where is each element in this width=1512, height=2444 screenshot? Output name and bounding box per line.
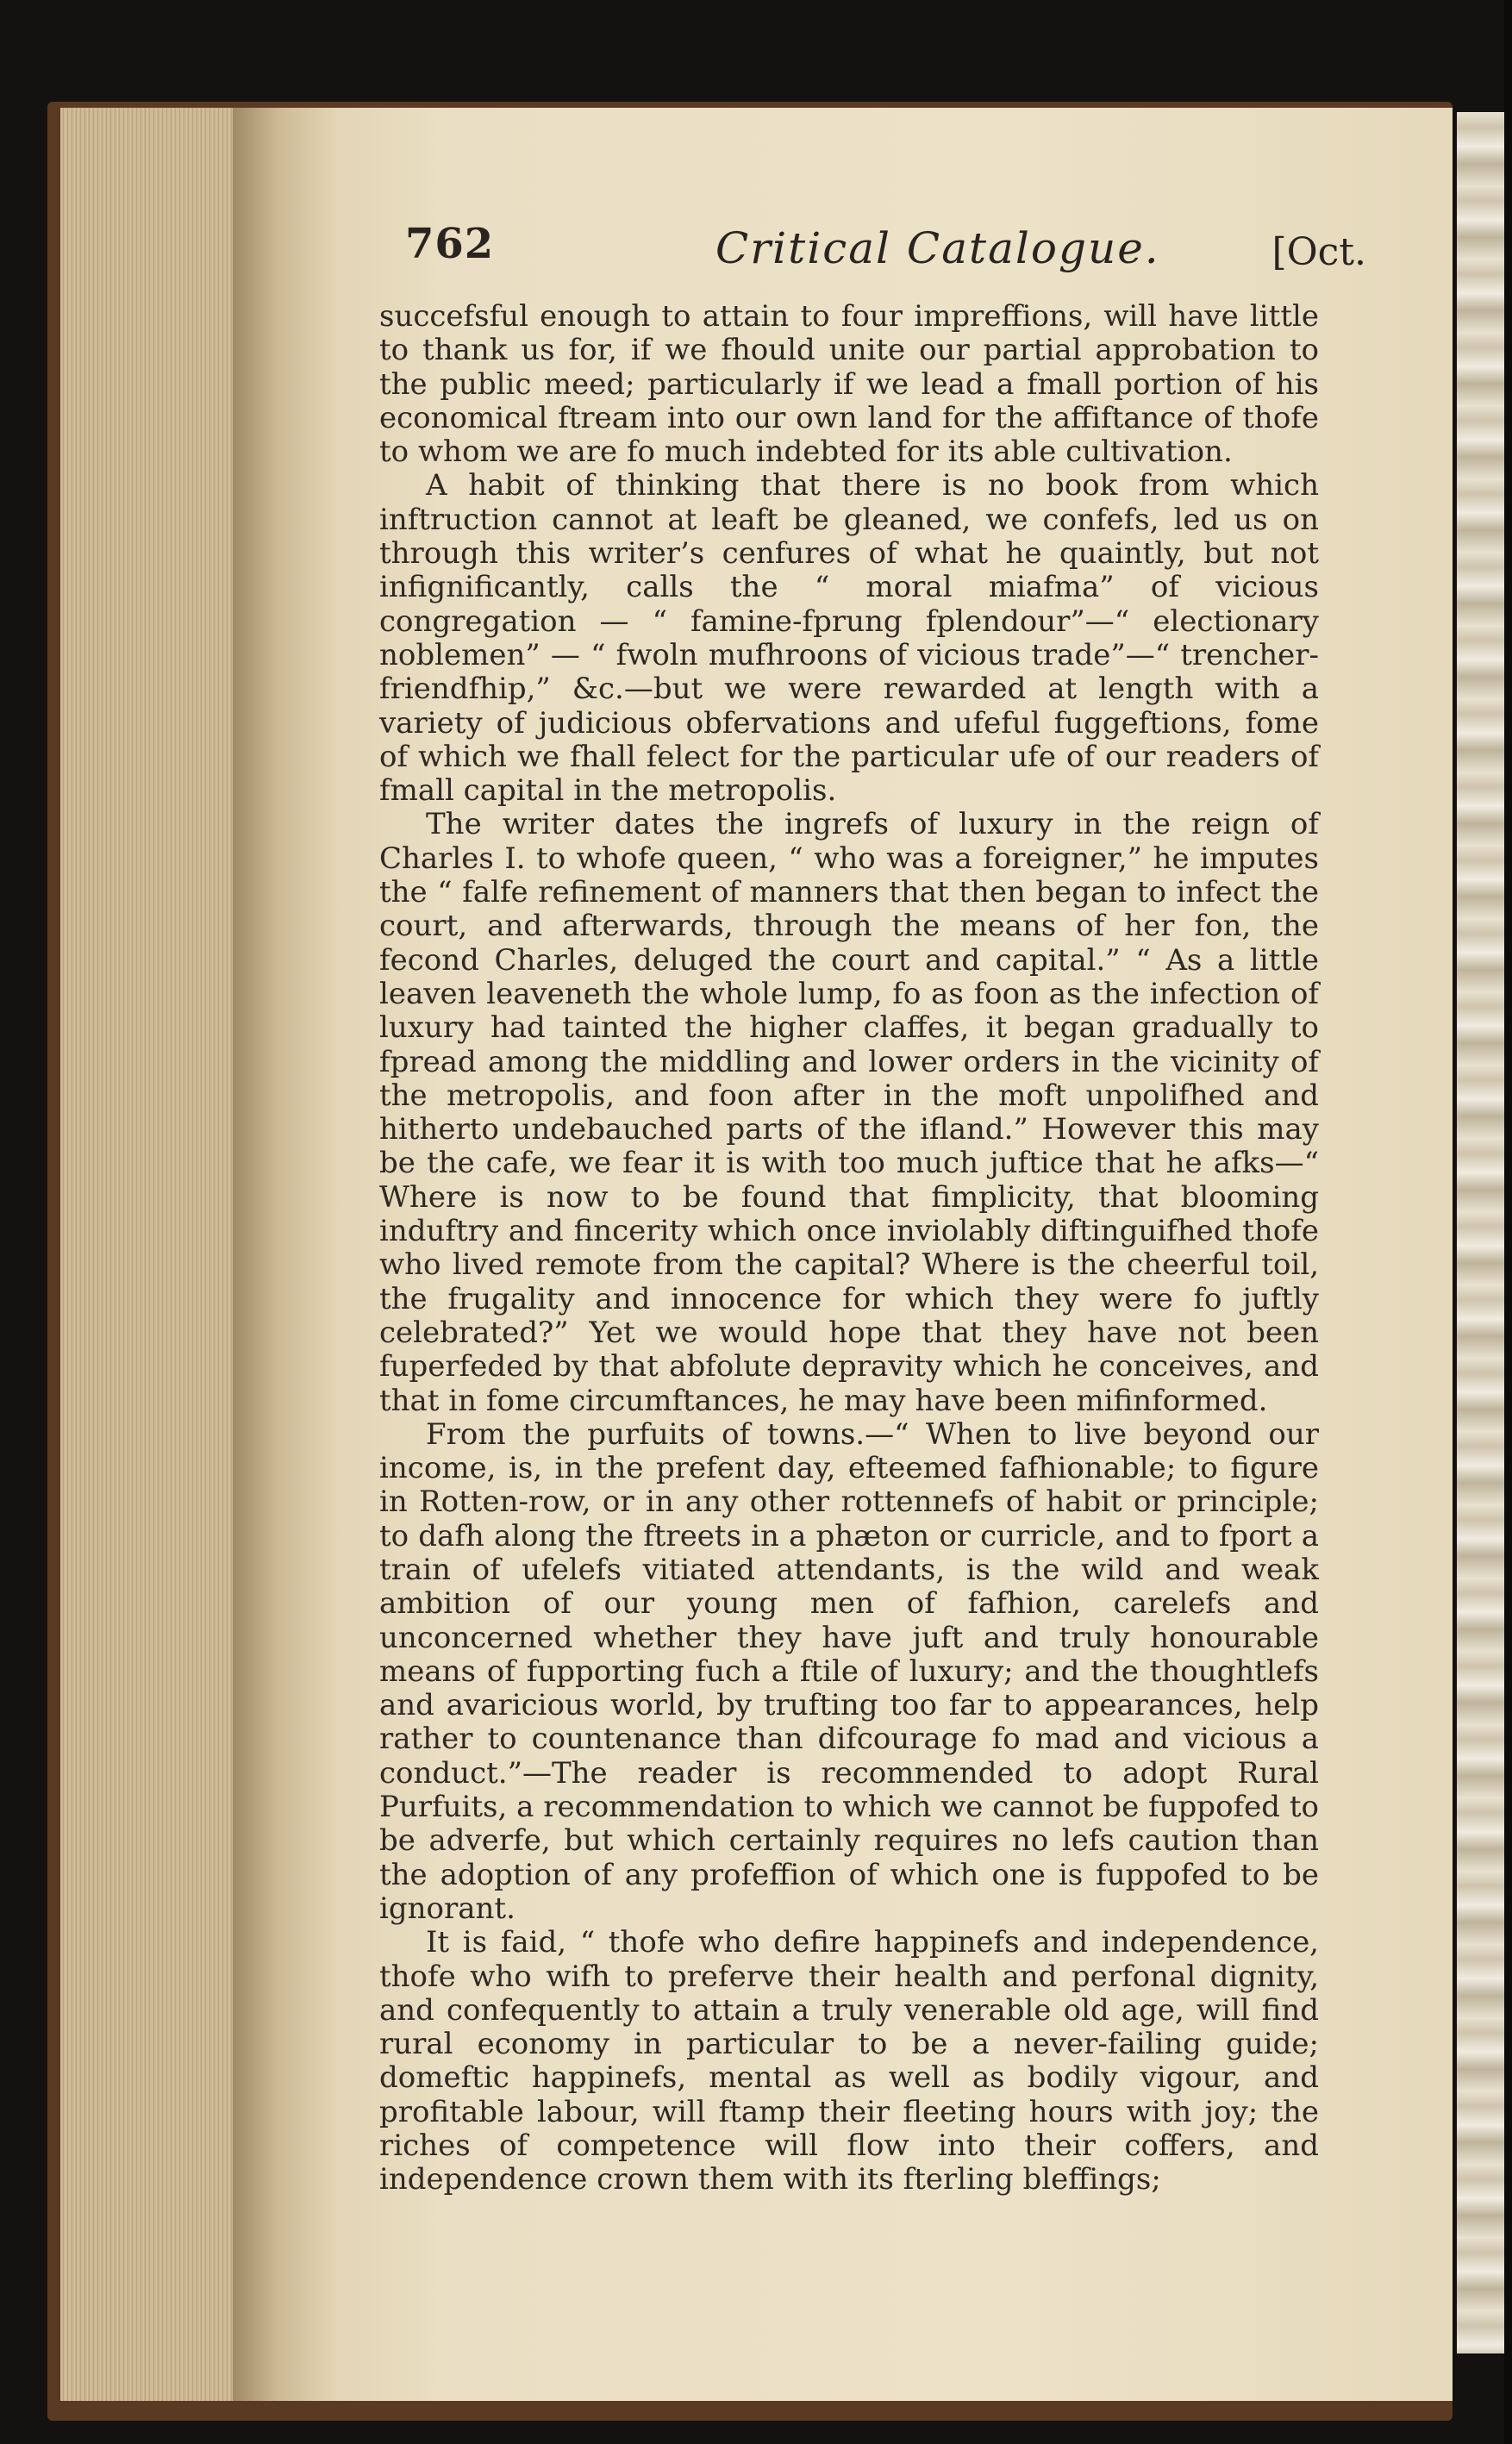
paragraph: A habit of thinking that there is no book from which inftruction cannot at leaft be gleaned, we confefs, led us on through this writer’s cenfures of what he quaintly, but not infignificantly, calls the “ moral miafma” of vicious congregation — “ famine-fprung fplendour”—“ electionary noblemen” — “ fwoln mufhroons of vicious trade”—“ trencher-friendfhip,” &c.—but we were rewarded at length with a variety of judicious obfervations and ufeful fuggeftions, fome of which we fhall felect for the particular ufe of our readers of fmall capital in the metropolis.: [379, 468, 1319, 809]
running-month: [Oct.: [1271, 230, 1366, 274]
body-text: [379, 300, 1319, 2197]
page-gutter: [233, 108, 336, 2401]
page-number: 762: [405, 220, 495, 268]
page-edges: [60, 108, 233, 2401]
running-title: Critical Catalogue.: [715, 223, 1160, 273]
paragraph: The writer dates the ingrefs of luxury in the reign of Charles I. to whofe queen, “ who was a foreigner,” he imputes the “ falfe refinement of manners that then began to infect the court, and afterwards, through the means of her fon, the fecond Charles, deluged the court and capital.” “ As a little leaven leaveneth the whole lump, fo as foon as the infection of luxury had tainted the higher claffes, it began gradually to fpread among the middling and lower orders in the vicinity of the metropolis, and foon after in the moft unpolifhed and hitherto undebauched parts of the ifland.” However this may be the cafe, we fear it is with too much juftice that he afks—“ Where is now to be found that fimplicity, that blooming induftry and fincerity which once inviolably diftinguifhed thofe who lived remote from the capital? Where is the cheerful toil, the frugality and innocence for which they were fo juftly celebrated?” Yet we would hope that they have not been fuperfeded by that abfolute depravity which he conceives, and that in fome circumftances, he may have been mifinformed.: [379, 807, 1319, 1418]
background-edge: [1504, 0, 1512, 2444]
paragraph: succefsful enough to attain to four impreffions, will have little to thank us for, if we fhould unite our partial approbation to the public meed; particularly if we lead a fmall portion of his economical ftream into our own land for the affiftance of thofe to whom we are fo much indebted for its able cultivation.: [379, 299, 1319, 470]
paragraph: It is faid, “ thofe who defire happinefs and independence, thofe who wifh to preferve their health and perfonal dignity, and confequently to attain a truly venerable old age, will find rural economy in particular to be a never-failing guide; domeftic happinefs, mental as well as bodily vigour, and profitable labour, will ftamp their fleeting hours with joy; the riches of competence will flow into their coffers, and independence crown them with its fterling bleffings;: [379, 1925, 1319, 2197]
page-header: [405, 211, 1366, 289]
paragraph: From the purfuits of towns.—“ When to live beyond our income, is, in the prefent day, efteemed fafhionable; to figure in Rotten-row, or in any other rottennefs of habit or principle; to dafh along the ftreets in a phæton or curricle, and to fport a train of ufelefs vitiated attendants, is the wild and weak ambition of our young men of fafhion, carelefs and unconcerned whether they have juft and truly honourable means of fupporting fuch a ftile of luxury; and the thoughtlefs and avaricious world, by trufting too far to appearances, help rather to countenance than difcourage fo mad and vicious a conduct.”—The reader is recommended to adopt Rural Purfuits, a recommendation to which we cannot be fuppofed to be adverfe, but which certainly requires no lefs caution than the adoption of any profeffion of which one is fuppofed to be ignorant.: [379, 1416, 1319, 1926]
